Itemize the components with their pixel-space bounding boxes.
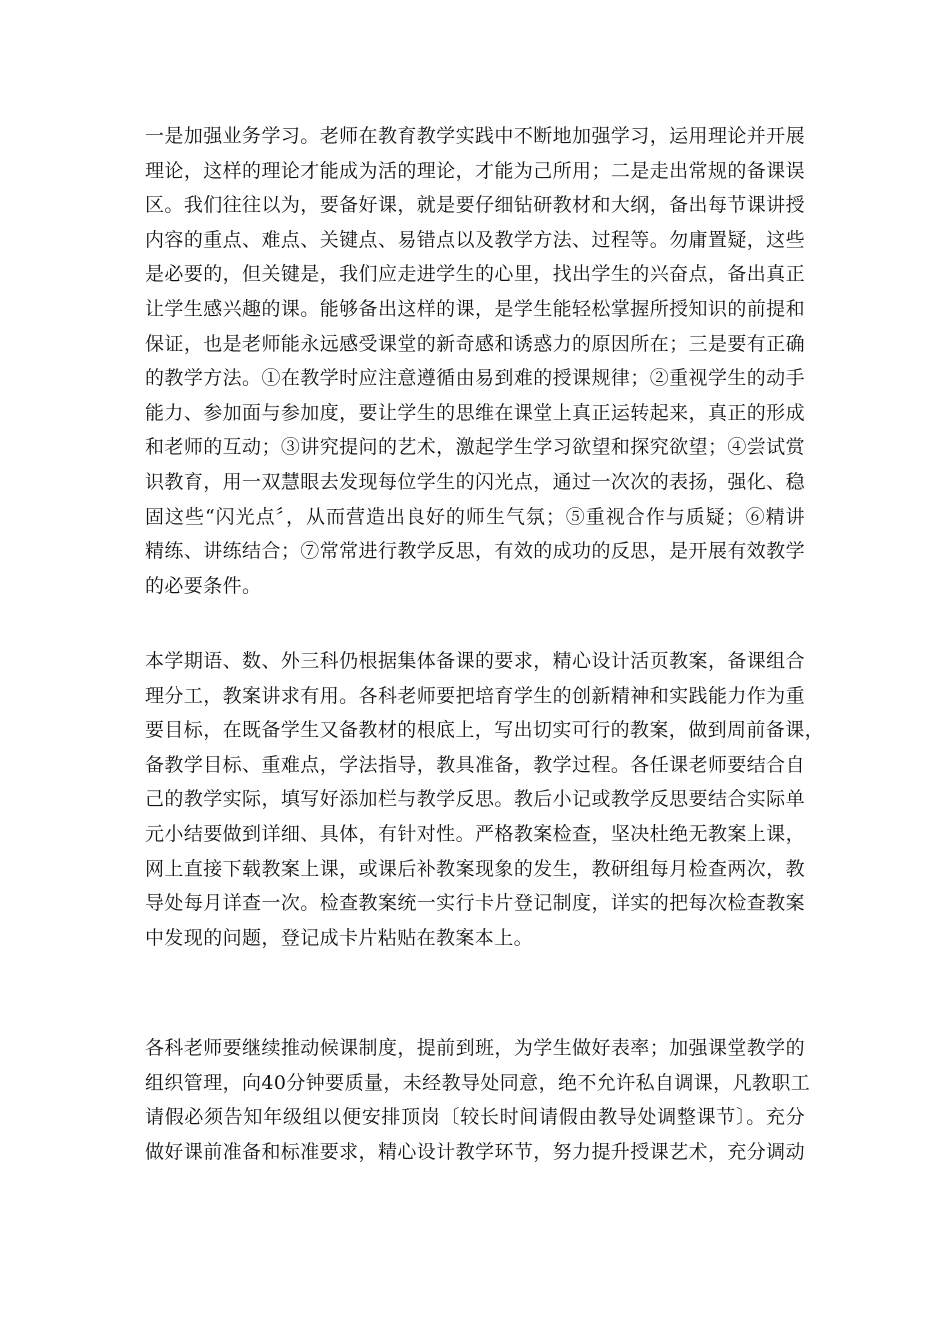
paragraph-line: 本学期语、数、外三科仍根据集体备课的要求，精心设计活页教案，备课组合	[145, 650, 805, 672]
paragraph-line: 内容的重点、难点、关键点、易错点以及教学方法、过程等。勿庸置疑，这些	[145, 228, 805, 251]
paragraph-line: 的必要条件。	[145, 574, 262, 597]
paragraph-line: 理论，这样的理论才能成为活的理论，才能为己所用；二是走出常规的备课误	[145, 159, 805, 182]
paragraph-lesson-plans	[145, 644, 825, 955]
paragraph-line: 让学生感兴趣的课。能够备出这样的课，是学生能轻松掌握所授知识的前提和	[145, 297, 805, 320]
paragraph-line: 中发现的问题，登记成卡片粘贴在教案本上。	[145, 926, 534, 949]
paragraph-line: 是必要的，但关键是，我们应走进学生的心里，找出学生的兴奋点，备出真正	[145, 263, 805, 286]
paragraph-line: 备教学目标、重难点，学法指导，教具准备，教学过程。各任课老师要结合自	[145, 753, 805, 776]
paragraph-line: 己的教学实际，填写好添加栏与教学反思。教后小记或教学反思要结合实际单	[145, 788, 805, 811]
paragraph-line: 请假必须告知年级组以便安排顶岗〔较长时间请假由教导处调整课节〕。充分	[145, 1106, 805, 1129]
paragraph-line: 区。我们往往以为，要备好课，就是要仔细钻研教材和大纲，备出每节课讲授	[145, 194, 805, 217]
paragraph-line: 理分工，教案讲求有用。各科老师要把培育学生的创新精神和实践能力作为重	[145, 684, 805, 707]
paragraph-line: 能力、参加面与参加度，要让学生的思维在课堂上真正运转起来，真正的形成	[145, 401, 805, 424]
paragraph-line: 固这些“闪光点〞，从而营造出良好的师生气氛；⑤重视合作与质疑；⑥精讲	[145, 505, 805, 528]
paragraph-line: 做好课前准备和标准要求，精心设计教学环节，努力提升授课艺术，充分调动	[145, 1140, 805, 1163]
paragraph-line: 的教学方法。①在教学时应注意遵循由易到难的授课规律；②重视学生的动手	[145, 367, 805, 390]
paragraph-line: 和老师的互动；③讲究提问的艺术，激起学生学习欲望和探究欲望；④尝试赏	[145, 436, 805, 459]
paragraph-line: 网上直接下载教案上课，或课后补教案现象的发生，教研组每月检查两次，教	[145, 857, 805, 880]
paragraph-line: 一是加强业务学习。老师在教育教学实践中不断地加强学习，运用理论并开展	[145, 125, 805, 147]
paragraph-line: 要目标，在既备学生又备教材的根底上，写出切实可行的教案，做到周前备课，	[145, 719, 825, 742]
paragraph-teaching-methods	[145, 119, 805, 603]
paragraph-line: 导处每月详查一次。检查教案统一实行卡片登记制度，详实的把每次检查教案	[145, 892, 805, 915]
paragraph-line: 识教育，用一双慧眼去发现每位学生的闪光点，通过一次次的表扬，强化、稳	[145, 470, 805, 493]
paragraph-line: 各科老师要继续推动候课制度，提前到班，为学生做好表率；加强课堂教学的	[145, 1037, 805, 1059]
paragraph-class-management	[145, 1031, 811, 1169]
paragraph-line: 组织管理，向40分钟要质量，未经教导处同意，绝不允许私自调课，凡教职工	[145, 1071, 811, 1094]
paragraph-line: 保证，也是老师能永远感受课堂的新奇感和诱惑力的原因所在；三是要有正确	[145, 332, 805, 355]
paragraph-line: 精练、讲练结合；⑦常常进行教学反思，有效的成功的反思，是开展有效教学	[145, 540, 805, 563]
paragraph-line: 元小结要做到详细、具体，有针对性。严格教案检查，坚决杜绝无教案上课，	[145, 822, 805, 845]
